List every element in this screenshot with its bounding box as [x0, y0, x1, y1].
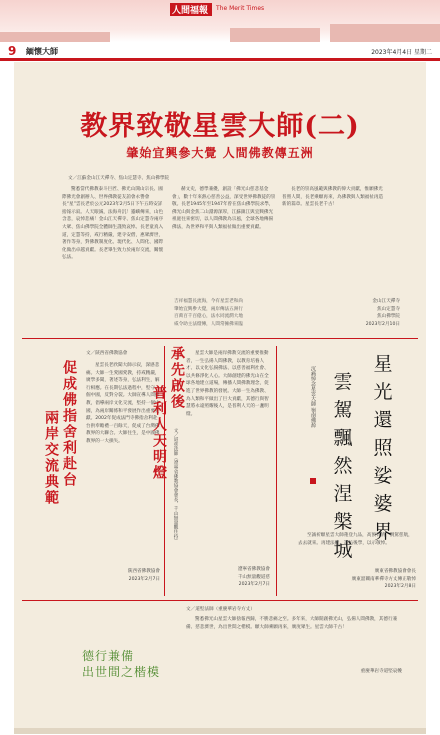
- center-article-body: 星雲大師是兩岸佛教交流的重要推動者，一生弘揚人間佛教，以教育培養人才、以文化弘揚佛法、以慈善福利社會、以共修淨化人心。大師創建的佛光山在全球各地建立道場，傳播人間佛教理念，促進了世界佛教的發展。大師一生為佛教、為人類和平做出了巨大貢獻，其德行與智慧將永遠照耀後人，是普利人天的一盞明燈。: [186, 351, 269, 417]
- column-divider-right: [276, 346, 277, 596]
- bottom-byline: 文／道堅法師（重慶華岩寺方丈）: [186, 607, 255, 612]
- issue-date: 2023年4月4日 星期二: [371, 49, 432, 56]
- section-divider-top: [22, 338, 418, 339]
- header-rule: [0, 58, 440, 61]
- section-title: 緬懷大師: [26, 47, 58, 56]
- calligraphy-character: 界: [373, 521, 393, 543]
- calligraphy-character: 然: [333, 455, 353, 477]
- main-article-col3: 長老的崇高風範與佛教的偉大貢獻，惟願佛光普照人間，長老乘願再來，為佛教與人類福祉再造新的篇章。星雲長老千古！: [282, 187, 384, 208]
- headline-subtitle: 肇始宜興參大覺 人間佛教傳五洲: [126, 146, 314, 160]
- main-poem: 吉祥福慧長流海，今有星雲老和尚 肇始宜興參大覺，兩岸傳法五洲行 百萬百千百億心，法水同流潤大地 威令助主法燈傳，人間常擁佛來臨: [174, 299, 243, 327]
- center-signature: 遼寧省佛教協會 千山無量觀道慈 2023年2月7日: [237, 567, 270, 588]
- left-byline: 文／陝西省佛教協會: [86, 351, 128, 356]
- headline-title: 教界致敬星雲大師(二): [80, 111, 360, 142]
- calligraphy-signature: 廣東省佛教協會會長 廣東韶關南華禪寺方丈傳正敬悼 2023年2月8日: [351, 569, 416, 590]
- newspaper-logo: 人間福報: [172, 6, 209, 16]
- calligraphy-couplet-1: [370, 350, 396, 546]
- calligraphy-seal: [310, 478, 316, 484]
- calligraphy-character: 涅: [333, 483, 353, 505]
- calligraphy-character: 星: [373, 353, 393, 375]
- calligraphy-character: 槃: [333, 511, 353, 533]
- calligraphy-character: 飄: [333, 427, 353, 449]
- bottom-signature: 重慶華岩寺道堅哀輓: [360, 669, 402, 674]
- main-article-col2: 赫文史，德學兼優，創設「佛光山慈悲基金會」，數十年來熱心慈善公益，深受世界佛教徒的崇敬。長老1945年至1947年曾在焦山佛學院求學，佛光山與金焦二山淵源深厚，江蘇鎮江與宜興佛光祖庭往來密切，以人間佛教為宗風，全球各地傳揚佛法，為世界和平與人類福祉做出重要貢獻。: [172, 187, 276, 230]
- bottom-article-body: 驚悉佛光山星雲大師捨報西歸，不勝悲痛之至。多年來，大師開創佛光山，弘揚人間佛教，其德行兼備、慈悲濟世，為出世間之楷模。願大師乘願再來，廣度眾生。星雲大師千古！: [186, 617, 398, 630]
- section-divider-bottom: [22, 600, 418, 601]
- main-byline: 文／江蘇金山江天禪寺、焦山定慧寺、焦山佛學院: [68, 176, 170, 181]
- left-signature: 陝西省佛教協會 2023年2月7日: [127, 569, 160, 582]
- calligraphy-inscription: 沉痛悼念星雲大師 嶺南佛源: [310, 366, 316, 428]
- left-vertical-title-a: 促成佛指舍利赴台: [61, 360, 77, 488]
- center-byline: 文／道慈法師（遼寧省佛教協會會長、千山無量觀住持）: [173, 428, 178, 543]
- center-vertical-title-a: 承先啟後: [169, 346, 185, 410]
- page-number: 9: [8, 44, 17, 58]
- calligraphy-character: 還: [373, 409, 393, 431]
- calligraphy-character: 雲: [333, 371, 353, 393]
- main-signature: 金山江天禪寺 焦山定慧寺 焦山佛學院 2023年2月10日: [365, 299, 400, 327]
- calligraphy-caption: 至誠祈願星雲大師蓮登九品，高預有情，倒駕慈航，去去就來。再建法幢，護佑後學，以示敬悼。: [298, 533, 413, 546]
- calligraphy-character: 娑: [373, 465, 393, 487]
- left-article-body: 星雲長老欣聞大師示寂，深感悲痛。大師一生愛國愛教，持戒精嚴，廣學多聞，著述等身，弘法利生，解行相應。在長期弘法過程中，堅守一個中國，反對分裂。大師宣導人間佛教，倡導兩岸文化交流，堅持一個中國，為兩岸關係和平發展作出重要貢獻。2002年促成法門寺佛指舍利赴台供奉瞻禮一百餘天，促成了台灣佛教界的大聯合。大師往生，是中國佛教界的一大損失。: [86, 363, 160, 444]
- main-article-col1: 驚悉當代佛教泰斗巨匠、佛光山開山宗長、國際佛光會創辦人、世界佛教徒友誼會永譽會長“星”雲長老於公元2023年2月5日下午五時安詳捨報示寂。人天眼滅，法海舟沉！靈嶼傳來，山色含悲，哀悼悲痛！金山江天禪寺、焦山定慧寺兩序大眾、焦山佛學院全體師生謹致哀悼。長老童真入道，定慧等持，戒行精嚴，建寺安僧，惠眾濟世，著作等身，對佛教制度化、現代化、人間化、國際化做出卓越貢獻。長老畢生致力於兩岸交流，關懷弘法。: [62, 187, 164, 261]
- footer-bar: [14, 728, 426, 734]
- newspaper-logo-english: The Merit Times: [216, 5, 265, 12]
- calligraphy-character: 照: [373, 437, 393, 459]
- calligraphy-character: 婆: [373, 493, 393, 515]
- bottom-article-title: 德行兼備 出世間之楷模: [82, 649, 161, 679]
- calligraphy-character: 光: [373, 381, 393, 403]
- center-vertical-title-b: 普利人天明燈: [151, 385, 167, 481]
- calligraphy-character: 駕: [333, 399, 353, 421]
- calligraphy-character: 城: [333, 539, 353, 561]
- left-vertical-title-b: 兩岸交流典範: [43, 410, 59, 506]
